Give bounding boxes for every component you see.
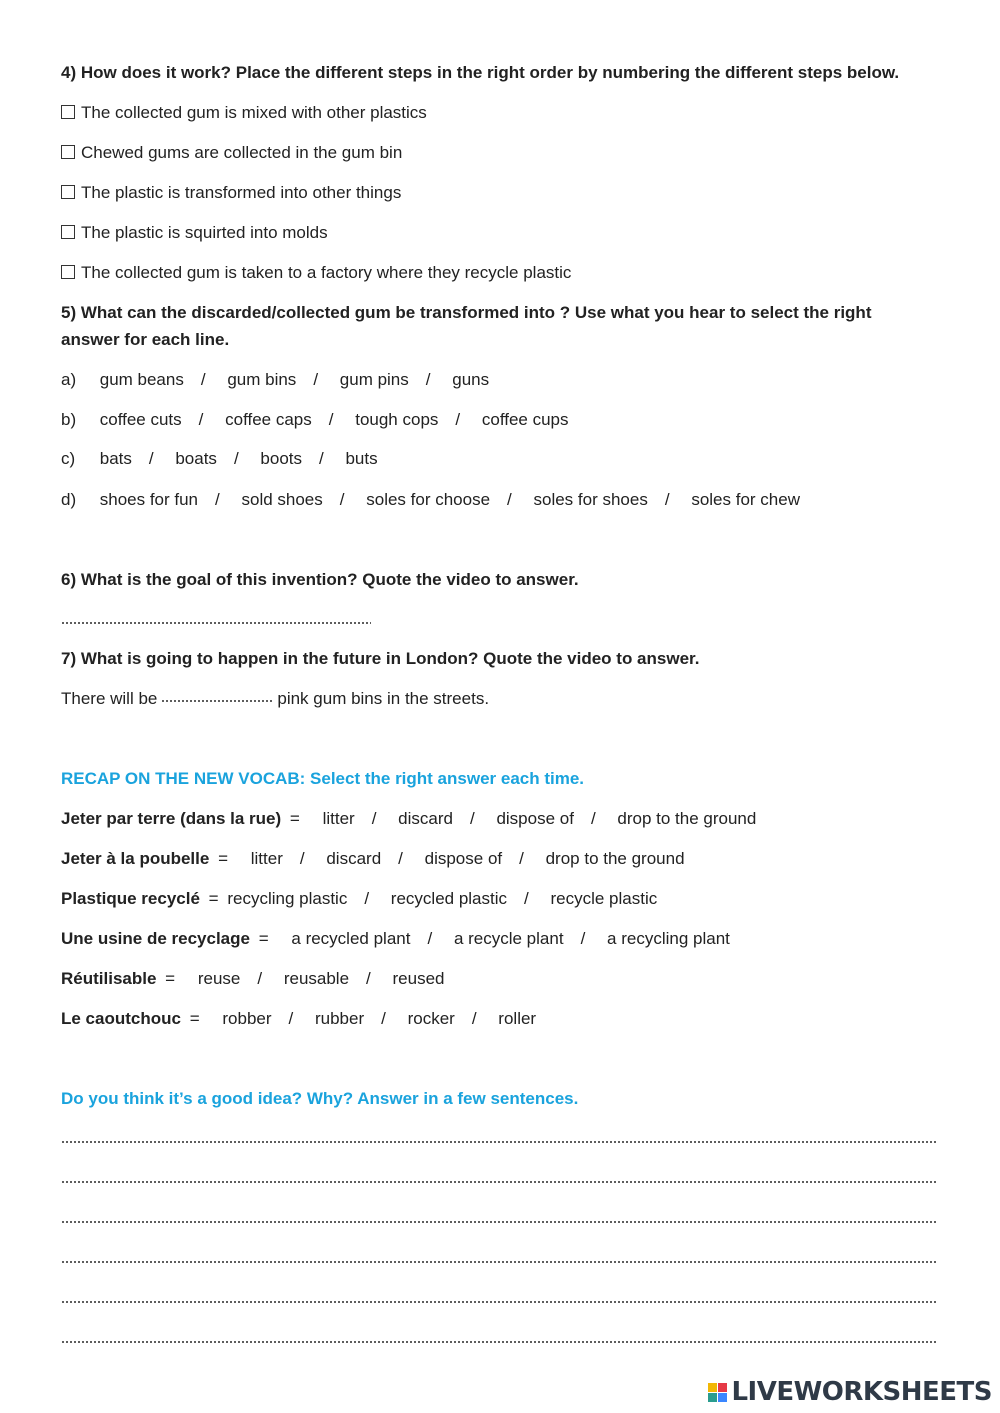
logo-text: LIVEWORKSHEETS: [731, 1377, 992, 1407]
step-item: The plastic is squirted into molds: [61, 221, 328, 245]
choice-option[interactable]: dispose of: [496, 809, 574, 828]
answer-line[interactable]: [61, 1300, 937, 1304]
choice-option[interactable]: reused: [392, 969, 445, 988]
question-5-title-cont: answer for each line.: [61, 330, 230, 349]
checkbox[interactable]: [61, 185, 75, 199]
choice-row-b: b) coffee cuts / coffee caps / tough cops / coffee cups: [61, 408, 569, 432]
opinion-title: Do you think it’s a good idea? Why? Answer in a few sentences.: [61, 1089, 579, 1108]
choice-option[interactable]: soles for chew: [691, 490, 800, 509]
question-4-title: 4) How does it work? Place the different steps in the right order by numbering the different steps below.: [61, 63, 900, 82]
liveworksheets-logo: [708, 1377, 992, 1407]
choice-option[interactable]: shoes for fun: [99, 490, 199, 509]
vocab-term: Plastique recyclé: [61, 889, 200, 908]
vocab-row: Plastique recyclé = recycling plastic / recycled plastic / recycle plastic: [61, 887, 657, 911]
checkbox[interactable]: [61, 105, 75, 119]
choice-option[interactable]: roller: [498, 1009, 537, 1028]
choice-option[interactable]: coffee caps: [225, 410, 312, 429]
vocab-term: Jeter par terre (dans la rue): [61, 809, 282, 828]
vocab-term: Une usine de recyclage: [61, 929, 250, 948]
choice-option[interactable]: coffee cuts: [99, 410, 182, 429]
choice-option[interactable]: dispose of: [424, 849, 503, 868]
vocab-row: Jeter par terre (dans la rue) = litter / discard / dispose of / drop to the ground: [61, 807, 756, 831]
choice-option[interactable]: sold shoes: [241, 490, 323, 509]
choice-row-c: c) bats / boats / boots / buts: [61, 447, 378, 471]
vocab-row: Une usine de recyclage = a recycled plant / a recycle plant / a recycling plant: [61, 927, 730, 951]
answer-line[interactable]: [61, 1140, 937, 1144]
choice-option[interactable]: bats: [99, 449, 132, 468]
choice-option[interactable]: soles for shoes: [533, 490, 648, 509]
choice-option[interactable]: reuse: [197, 969, 241, 988]
vocab-term: Le caoutchouc: [61, 1009, 181, 1028]
choice-option[interactable]: gum bins: [227, 370, 297, 389]
checkbox[interactable]: [61, 265, 75, 279]
vocab-term: Réutilisable: [61, 969, 157, 988]
choice-option[interactable]: reusable: [283, 969, 350, 988]
logo-icon: [708, 1383, 727, 1402]
step-item: The collected gum is mixed with other plastics: [61, 101, 427, 125]
question-7-answer: There will be pink gum bins in the streets.: [61, 689, 490, 708]
choice-option[interactable]: litter: [322, 809, 355, 828]
choice-option[interactable]: discard: [326, 849, 382, 868]
choice-row-d: d) shoes for fun / sold shoes / soles for choose / soles for shoes / soles for chew: [61, 488, 800, 512]
choice-option[interactable]: boots: [260, 449, 302, 468]
choice-option[interactable]: rubber: [314, 1009, 365, 1028]
choice-option[interactable]: recycling plastic: [227, 889, 348, 908]
question-7-title: 7) What is going to happen in the future in London? Quote the video to answer.: [61, 649, 700, 668]
choice-option[interactable]: recycled plastic: [390, 889, 508, 908]
choice-option[interactable]: a recycling plant: [607, 929, 730, 948]
choice-option[interactable]: litter: [250, 849, 283, 868]
choice-option[interactable]: robber: [222, 1009, 272, 1028]
step-item: Chewed gums are collected in the gum bin: [61, 141, 402, 165]
choice-option[interactable]: drop to the ground: [617, 809, 757, 828]
question-6-title: 6) What is the goal of this invention? Quote the video to answer.: [61, 570, 579, 589]
question-5-title: 5) What can the discarded/collected gum be transformed into ? Use what you hear to select the right: [61, 303, 872, 322]
step-item: The collected gum is taken to a factory where they recycle plastic: [61, 261, 571, 285]
choice-option[interactable]: rocker: [407, 1009, 455, 1028]
vocab-row: Réutilisable = reuse / reusable / reused: [61, 967, 445, 991]
choice-option[interactable]: drop to the ground: [545, 849, 685, 868]
recap-title: RECAP ON THE NEW VOCAB: Select the right answer each time.: [61, 769, 585, 788]
vocab-term: Jeter à la poubelle: [61, 849, 210, 868]
choice-option[interactable]: buts: [345, 449, 378, 468]
choice-option[interactable]: a recycle plant: [453, 929, 564, 948]
choice-option[interactable]: boats: [175, 449, 217, 468]
vocab-row: Jeter à la poubelle = litter / discard / dispose of / drop to the ground: [61, 847, 685, 871]
checkbox[interactable]: [61, 225, 75, 239]
choice-option[interactable]: gum beans: [99, 370, 184, 389]
choice-option[interactable]: tough cops: [355, 410, 439, 429]
choice-option[interactable]: gum pins: [339, 370, 409, 389]
choice-option[interactable]: guns: [452, 370, 490, 389]
answer-blank-q7[interactable]: [161, 699, 273, 703]
choice-row-a: a) gum beans / gum bins / gum pins / guns: [61, 368, 489, 392]
answer-line[interactable]: [61, 1260, 937, 1264]
choice-option[interactable]: a recycled plant: [291, 929, 411, 948]
checkbox[interactable]: [61, 145, 75, 159]
choice-option[interactable]: discard: [398, 809, 453, 828]
step-item: The plastic is transformed into other things: [61, 181, 401, 205]
answer-line[interactable]: [61, 1220, 937, 1224]
answer-line[interactable]: [61, 1340, 937, 1344]
vocab-row: Le caoutchouc = robber / rubber / rocker / roller: [61, 1007, 536, 1031]
choice-option[interactable]: coffee cups: [481, 410, 569, 429]
answer-field-q6[interactable]: [61, 621, 371, 625]
answer-line[interactable]: [61, 1180, 937, 1184]
choice-option[interactable]: recycle plastic: [550, 889, 658, 908]
choice-option[interactable]: soles for choose: [366, 490, 491, 509]
